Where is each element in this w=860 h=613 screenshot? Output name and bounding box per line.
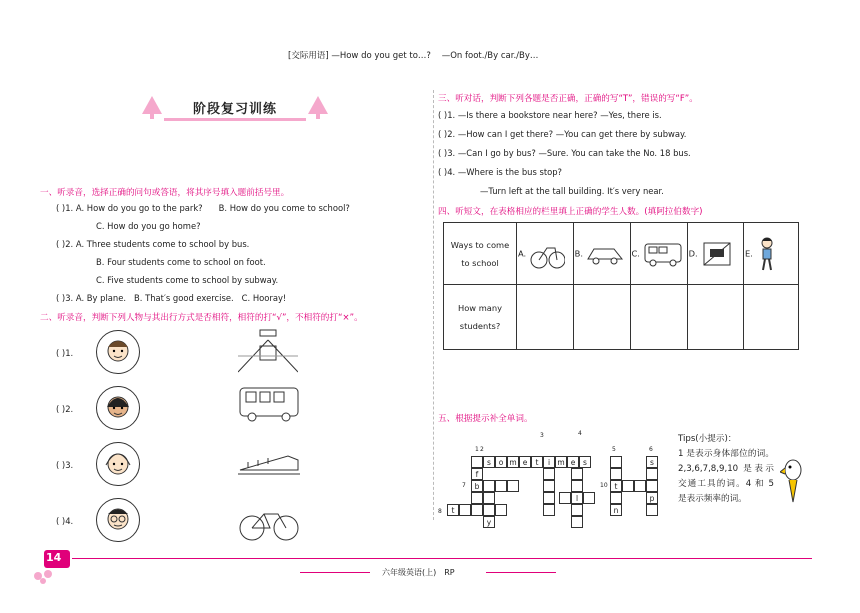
crossword-cell[interactable] (559, 492, 571, 504)
crossword-cell[interactable] (610, 456, 622, 468)
crossword-cell[interactable] (610, 492, 622, 504)
crossword-cell[interactable]: m (507, 456, 519, 468)
girl-face-icon (97, 443, 139, 485)
crossword-cell[interactable] (459, 504, 471, 516)
crossword-cell[interactable] (543, 492, 555, 504)
boy-glasses-icon (97, 499, 139, 541)
answer-bracket[interactable]: ( )2. (56, 239, 74, 249)
answer-bracket[interactable]: ( )4. (56, 516, 74, 526)
car-icon (586, 241, 624, 267)
answer-bracket[interactable]: ( )1. (56, 348, 74, 358)
s3-q2 (438, 129, 686, 139)
section3-title: 三、听对话，判断下列各题是否正确，正确的写“T”，错误的写“F”。 (438, 94, 698, 104)
girl-face-icon (97, 387, 139, 429)
clue-number: 2 (480, 446, 484, 453)
dialogue-text: —How can I get there? —You can get there by subway. (457, 129, 687, 139)
crossword-cell[interactable]: t (610, 480, 622, 492)
option-a: A. Three students come to school by bus. (75, 239, 250, 249)
crossword-cell[interactable]: t (447, 504, 459, 516)
bus-icon (643, 240, 683, 268)
s3-q1 (438, 110, 662, 120)
crossword-cell[interactable] (622, 480, 634, 492)
crossword-cell[interactable]: e (519, 456, 531, 468)
subway-icon (238, 326, 298, 374)
crossword-cell[interactable] (483, 504, 495, 516)
footer-rule-right (486, 572, 556, 573)
answer-cell[interactable] (743, 285, 798, 350)
crossword-cell[interactable] (583, 492, 595, 504)
clue-number: 6 (649, 446, 653, 453)
footer-rule-left (300, 572, 370, 573)
crossword-cell[interactable] (646, 504, 658, 516)
answer-bracket[interactable]: ( )4. (438, 167, 456, 177)
crossword (438, 428, 668, 532)
crossword-cell[interactable]: i (543, 456, 555, 468)
crossword-cell[interactable]: b (471, 480, 483, 492)
option-b: B. Four students come to school on foot. (96, 257, 266, 267)
answer-bracket[interactable]: ( )3. (56, 293, 74, 303)
answer-cell[interactable] (517, 285, 574, 350)
answer-bracket[interactable]: ( )1. (438, 110, 456, 120)
option-cell (687, 223, 743, 285)
clue-number: 1 (475, 446, 479, 453)
s3-q4 (438, 167, 562, 177)
footer-line (72, 558, 812, 559)
header-line: students? (459, 321, 501, 331)
crossword-cell[interactable] (471, 456, 483, 468)
dialogue-text: —Can I go by bus? —Sure. You can take the No. 18 bus. (457, 148, 691, 158)
section-banner (140, 94, 330, 120)
crossword-cell[interactable] (483, 492, 495, 504)
bike-icon (529, 238, 565, 270)
option-b: B. That′s good exercise. (134, 293, 234, 303)
option-cell (517, 223, 574, 285)
subway-icon (700, 239, 734, 269)
crossword-cell[interactable] (543, 504, 555, 516)
person-photo (96, 386, 140, 430)
answer-cell[interactable] (630, 285, 687, 350)
person-photo (96, 498, 140, 542)
top-note (288, 49, 538, 61)
crossword-cell[interactable]: e (567, 456, 579, 468)
option-a: A. By plane. (75, 293, 127, 303)
crossword-cell[interactable]: l (571, 492, 583, 504)
answer-cell[interactable] (687, 285, 743, 350)
crossword-cell[interactable] (507, 480, 519, 492)
tips-text: 1 是表示身体部位的词。2,3,6,7,8,9,10 是表示交通工具的词。4 和 5 是表示频率的词。 (678, 449, 774, 504)
crossword-cell[interactable]: s (646, 456, 658, 468)
crossword-cell[interactable] (543, 480, 555, 492)
clue-number: 7 (462, 482, 466, 489)
book-title: 六年级英语(上) RP (382, 568, 455, 577)
section5-title: 五、根据提示补全单词。 (438, 414, 533, 424)
person-photo (96, 442, 140, 486)
bus-icon (238, 384, 300, 424)
option-cell (630, 223, 687, 285)
dialogue-text: —Where is the bus stop? (457, 167, 563, 177)
bike-icon (238, 504, 300, 544)
walking-boy-icon (756, 236, 778, 272)
crossword-cell[interactable]: s (579, 456, 591, 468)
clue-number: 3 (540, 432, 544, 439)
section4-title: 四、听短文，在表格相应的栏里填上正确的学生人数。(填阿拉伯数字) (438, 207, 703, 217)
option-cell (743, 223, 798, 285)
top-note-answer: —On foot./By car./By… (441, 51, 539, 61)
row2-header (444, 285, 517, 350)
crossword-cell[interactable] (646, 480, 658, 492)
clue-number: 5 (612, 446, 616, 453)
crossword-cell[interactable] (471, 504, 483, 516)
tips-box (678, 432, 774, 507)
crossword-cell[interactable] (571, 504, 583, 516)
clue-number: 10 (600, 482, 608, 489)
s1-q2 (56, 239, 249, 249)
answer-bracket[interactable]: ( )3. (56, 460, 74, 470)
crossword-cell[interactable]: n (610, 504, 622, 516)
page-number: 14 (46, 551, 62, 564)
option-a: A. How do you go to the park? (75, 203, 203, 213)
crossword-cell[interactable] (471, 492, 483, 504)
option-c: C. How do you go home? (96, 221, 201, 231)
answer-bracket[interactable]: ( )1. (56, 203, 74, 213)
s1-q3 (56, 293, 286, 303)
dialogue-text: —Turn left at the tall building. It′s very near. (480, 186, 664, 196)
header-line: How many (457, 303, 503, 313)
crossword-cell[interactable] (495, 504, 507, 516)
row1-header (444, 223, 517, 285)
option-label: B. (574, 248, 583, 258)
banner-underline (164, 118, 306, 121)
tips-title: Tips(小提示)： (678, 434, 737, 444)
dialogue-text: —Is there a bookstore near here? —Yes, there is. (457, 110, 662, 120)
option-label: A. (518, 248, 527, 258)
clue-number: 8 (438, 508, 442, 515)
answer-bracket[interactable]: ( )3. (438, 148, 456, 158)
parrot-icon (780, 456, 806, 504)
crossword-cell[interactable]: s (483, 456, 495, 468)
option-label: C. (631, 248, 640, 258)
top-note-prefix: [交际用语] (288, 51, 329, 61)
crossword-cell[interactable] (610, 468, 622, 480)
answer-cell[interactable] (573, 285, 630, 350)
option-c: C. Five students come to school by subway. (96, 275, 279, 285)
s3-q3 (438, 148, 691, 158)
header-line: to school (461, 257, 499, 268)
crossword-cell[interactable]: p (646, 492, 658, 504)
option-label: E. (744, 248, 753, 258)
crossword-cell[interactable] (646, 468, 658, 480)
crossword-cell[interactable] (634, 480, 646, 492)
option-b: B. How do you come to school? (218, 203, 350, 213)
crossword-cell[interactable]: y (483, 516, 495, 528)
option-label: D. (688, 248, 698, 258)
banner-title: 阶段复习训练 (192, 102, 277, 117)
column-divider (433, 90, 434, 520)
header-line: Ways to come (450, 239, 510, 250)
top-note-question: —How do you get to…? (331, 51, 431, 61)
train-icon (238, 446, 300, 478)
section2-title: 二、听录音，判断下列人物与其出行方式是否相符，相符的打“√”，不相符的打“×”。 (40, 313, 363, 323)
crossword-cell[interactable] (571, 468, 583, 480)
crossword-cell[interactable] (571, 516, 583, 528)
boy-face-icon (97, 331, 139, 373)
crossword-cell[interactable] (571, 480, 583, 492)
crossword-cell[interactable]: o (495, 456, 507, 468)
person-photo (96, 330, 140, 374)
crossword-cell[interactable]: t (531, 456, 543, 468)
crossword-cell[interactable]: m (555, 456, 567, 468)
crossword-cell[interactable] (483, 480, 495, 492)
s1-q1 (56, 203, 350, 213)
section1-title: 一、听录音，选择正确的问句或答语，将其序号填入题前括号里。 (40, 188, 290, 198)
clue-number: 4 (578, 430, 582, 437)
answer-table (443, 222, 799, 350)
crossword-cell[interactable]: f (471, 468, 483, 480)
answer-bracket[interactable]: ( )2. (56, 404, 74, 414)
flower-decoration-icon (30, 566, 58, 586)
option-c: C. Hooray! (241, 293, 287, 303)
crossword-cell[interactable] (543, 468, 555, 480)
answer-bracket[interactable]: ( )2. (438, 129, 456, 139)
crossword-cell[interactable] (495, 480, 507, 492)
option-cell (573, 223, 630, 285)
